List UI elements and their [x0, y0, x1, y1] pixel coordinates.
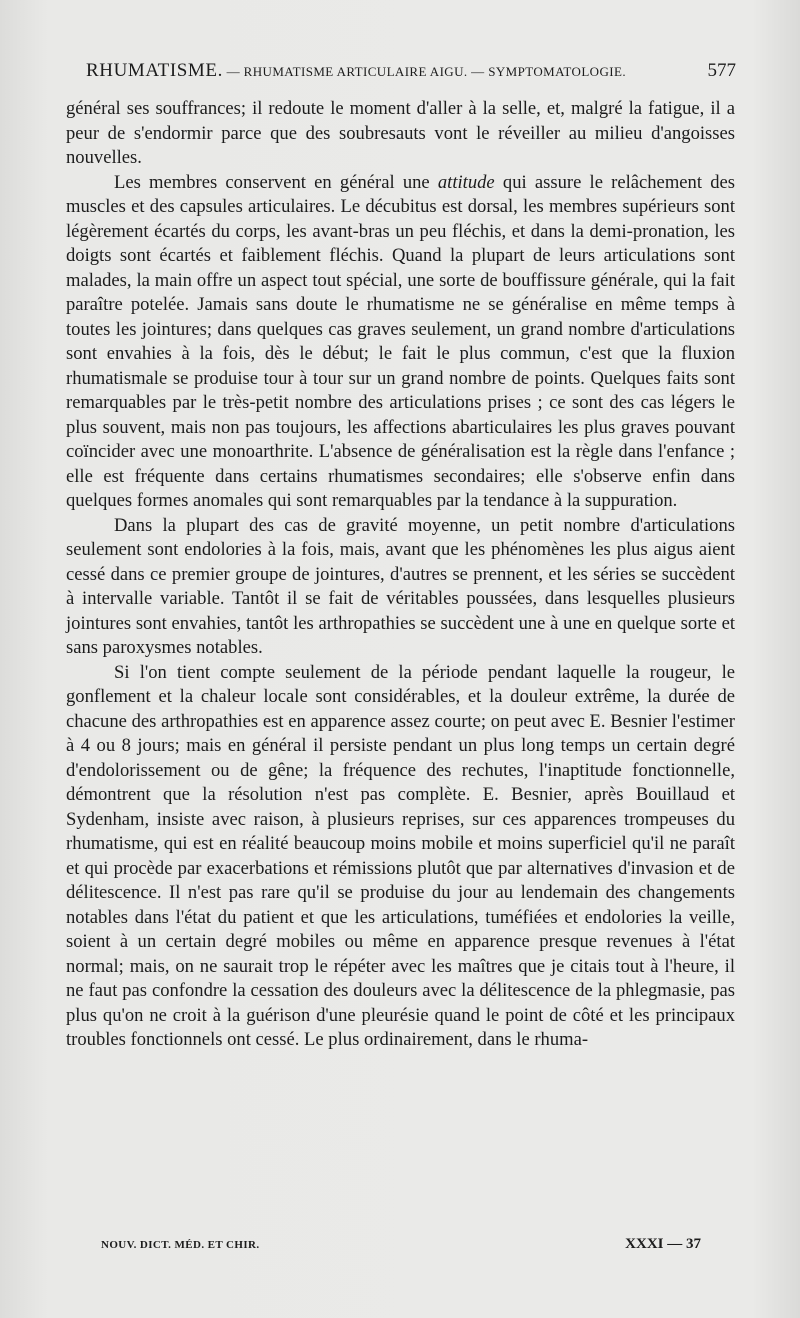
footer-signature: XXXI — 37 [625, 1236, 701, 1252]
running-title-rest: — RHUMATISME ARTICULAIRE AIGU. — SYMPTOMATOLOGIE. [222, 64, 626, 79]
page-footer [101, 1236, 701, 1253]
italic-term: attitude [437, 171, 495, 193]
body-text [66, 97, 735, 1053]
page-number: 577 [707, 60, 736, 81]
footer-publication: NOUV. DICT. MÉD. ET CHIR. [101, 1239, 260, 1251]
paragraph-duration: Si l'on tient compte seulement de la période pendant laquelle la rougeur, le gonflement et la chaleur locale sont considérables, et la douleur extrême, la durée de chacune des arthropathies est en apparence assez courte; on peut avec E. Besnier l'estimer à 4 ou 8 jours; mais en général il persiste pendant un plus long temps un certain degré d'endolorissement ou de gêne; la fréquence des rechutes, l'inaptitude fonctionnelle, démontrent que la résolution n'est pas complète. E. Besnier, après Bouillaud et Sydenham, insiste avec raison, à plusieurs reprises, sur ces apparences trompeuses du rhumatisme, qui est en réalité beaucoup moins mobile et moins superficiel qu'il ne paraît et qui procède par exacerbations et rémissions plutôt que par alternatives d'invasion et de délitescence. Il n'est pas rare qu'il se produise du jour au lendemain des changements notables dans l'état du patient et que les articulations, tuméfiées et endolories la veille, soient à un certain degré mobiles ou même en apparence presque revenues à l'état normal; mais, on ne saurait trop le répéter avec les maîtres que je citais tout à l'heure, il ne faut pas confondre la cessation des douleurs avec la délitescence de la phlegmasie, pas plus qu'on ne croit à la guérison d'une pleurésie quand le point de côté et les principaux troubles fonctionnels ont cessé. Le plus ordinairement, dans le rhuma- [66, 661, 735, 1050]
paragraph-continuation: général ses souffrances; il redoute le moment d'aller à la selle, et, malgré la fatigue, il a peur de s'endormir parce que des soubresauts vont le réveiller au milieu d'angoisses nouvelles. [66, 98, 735, 168]
running-title [86, 60, 626, 82]
paragraph-moderate-cases: Dans la plupart des cas de gravité moyenne, un petit nombre d'articulations seulement sont endolories à la fois, mais, avant que les phénomènes les plus aigus aient cessé dans ce premier groupe de jointures, d'autres se prennent, et les séries se succèdent à intervalle variable. Tantôt il se fait de véritables poussées, dans lesquelles plusieurs jointures sont envahies, tantôt les arthropathies se succèdent une à une en quelque sorte et sans paroxysmes notables. [66, 514, 735, 658]
paragraph-attitude-rest: qui assure le relâchement des muscles et des capsules articulaires. Le décubitus est dorsal, les membres supérieurs sont légèrement écartés du corps, les avant-bras un peu fléchis, et dans la demi-pronation, les doigts sont écartés et faiblement fléchis. Quand la plupart de leurs articulations sont malades, la main offre un aspect tout spécial, une sorte de bouffissure générale, qui la fait paraître potelée. Jamais sans doute le rhumatisme ne se généralise en même temps à toutes les jointures; dans quelques cas graves seulement, un grand nombre d'articulations sont envahies à la fois, dès le début; le fait le plus commun, c'est que la fluxion rhumatismale se produise tour à tour sur un grand nombre de points. Quelques faits sont remarquables par le très-petit nombre des articulations prises ; ce sont des cas légers le plus souvent, mais non pas toujours, les affections abarticulaires les plus graves pouvant coïncider avec une monoarthrite. L'absence de généralisation est la règle dans l'enfance ; elle est fréquente dans certains rhumatismes secondaires; elle s'observe enfin dans quelques formes anomales qui sont remarquables par la tendance à la suppuration. [66, 171, 735, 511]
paragraph-attitude [66, 171, 735, 514]
running-title-main: RHUMATISME. [86, 60, 223, 81]
running-header [86, 60, 736, 90]
paragraph-attitude-start: Les membres conservent en général une [114, 171, 438, 193]
